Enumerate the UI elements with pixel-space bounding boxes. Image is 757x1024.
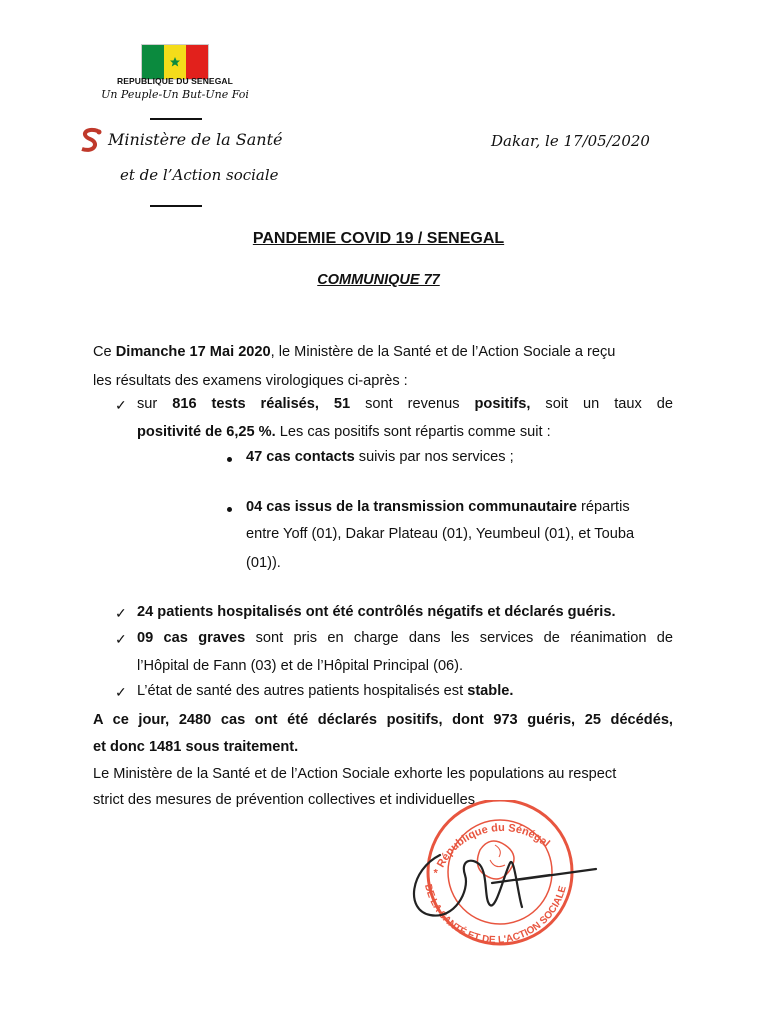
check-icon: ✓ — [115, 605, 127, 621]
tests-summary-line1: sur 816 tests réalisés, 51 sont revenus positifs, soit un taux de — [137, 396, 673, 412]
main-title: PANDEMIE COVID 19 / SENEGAL — [252, 230, 505, 247]
national-motto: Un Peuple-Un But-Une Foi — [101, 88, 249, 101]
bullet-icon — [227, 457, 232, 462]
community-cases-line3: (01)). — [246, 555, 281, 571]
check-icon: ✓ — [115, 397, 127, 413]
contact-cases: 47 cas contacts suivis par nos services ; — [246, 449, 514, 465]
recovered-patients: 24 patients hospitalisés ont été contrôlés négatifs et déclarés guéris. — [137, 604, 616, 620]
ministry-name-line2: et de l’Action sociale — [120, 166, 279, 184]
community-cases-line2: entre Yoff (01), Dakar Plateau (01), Yeumbeul (01), et Touba — [246, 526, 635, 542]
closing-line2: strict des mesures de prévention collectives et individuelles. — [93, 792, 480, 808]
divider — [150, 205, 202, 207]
communique-number: COMMUNIQUE 77 — [317, 272, 440, 288]
document-date: Dakar, le 17/05/2020 — [491, 132, 650, 150]
severe-cases-line2: l’Hôpital de Fann (03) et de l’Hôpital Principal (06). — [137, 658, 464, 674]
republic-name: REPUBLIQUE DU SENEGAL — [117, 76, 233, 86]
tests-summary-line2: positivité de 6,25 %. Les cas positifs sont répartis comme suit : — [137, 424, 551, 440]
patients-status: L’état de santé des autres patients hospitalisés est stable. — [137, 683, 514, 699]
check-icon: ✓ — [115, 631, 127, 647]
signature — [400, 835, 600, 925]
stamp-top-text: * République du Sénégal — [431, 821, 552, 877]
ministry-logo-icon — [76, 125, 106, 155]
ministry-name-line1: Ministère de la Santé — [108, 130, 283, 149]
intro-line1: Ce Dimanche 17 Mai 2020, le Ministère de la Santé et de l’Action Sociale a reçu — [93, 344, 616, 360]
senegal-flag — [141, 44, 209, 80]
closing-line1: Le Ministère de la Santé et de l’Action Sociale exhorte les populations au respect — [93, 766, 617, 782]
cumulative-summary-line2: et donc 1481 sous traitement. — [93, 739, 299, 755]
bullet-icon — [227, 507, 232, 512]
severe-cases-line1: 09 cas graves sont pris en charge dans les services de réanimation de — [137, 630, 673, 646]
check-icon: ✓ — [115, 684, 127, 700]
community-cases-line1: 04 cas issus de la transmission communautaire répartis — [246, 499, 630, 515]
divider — [150, 118, 202, 120]
stamp-bottom-text: DE LA SANTÉ ET DE L'ACTION SOCIALE — [421, 883, 569, 946]
cumulative-summary-line1: A ce jour, 2480 cas ont été déclarés positifs, dont 973 guéris, 25 décédés, — [93, 712, 673, 728]
flag-star-icon — [164, 45, 186, 79]
intro-line2: les résultats des examens virologiques ci-après : — [93, 373, 408, 389]
